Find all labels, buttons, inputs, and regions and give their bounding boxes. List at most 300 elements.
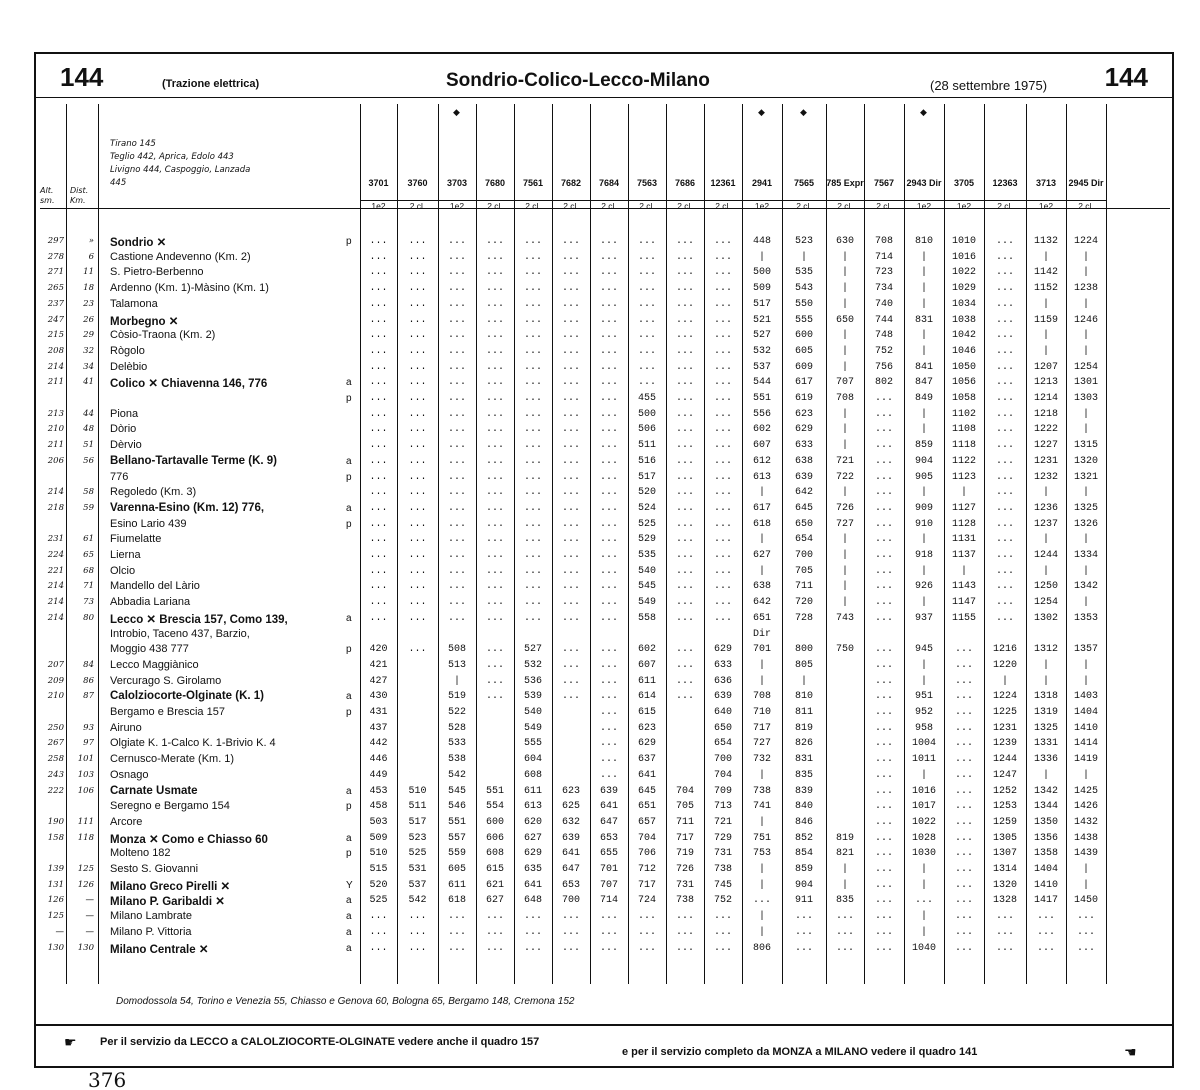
time-cell: 430 (369, 691, 388, 703)
time-cell: 1357 (1073, 644, 1098, 656)
time-cell: ... (447, 518, 466, 530)
time-cell: 1342 (1033, 785, 1058, 797)
time-cell: | (1042, 330, 1049, 342)
time-cell: 617 (752, 502, 771, 514)
time-cell: 1132 (1033, 236, 1058, 247)
time-cell: ... (675, 942, 694, 954)
train-class: 1e2 (1026, 200, 1066, 211)
time-cell: 738 (675, 895, 694, 907)
time-cell: 717 (752, 722, 771, 734)
time-cell: | (841, 330, 848, 342)
time-cell: 835 (794, 769, 813, 781)
train-class: 1e2 (742, 200, 782, 211)
time-cell: ... (713, 377, 732, 389)
time-cell: ... (369, 597, 388, 609)
arr-dep-flag: a (346, 926, 352, 938)
time-cell: 811 (794, 707, 813, 718)
time-cell: 532 (752, 345, 771, 357)
station-name: Dòrio (110, 423, 137, 436)
time-cell: ... (713, 926, 732, 938)
time-cell: ... (713, 471, 732, 483)
time-cell: 751 (752, 832, 771, 844)
time-cell: 1425 (1073, 785, 1098, 797)
time-cell: ... (995, 518, 1014, 530)
station-name: Regoledo (Km. 3) (110, 486, 197, 499)
time-cell: | (1042, 487, 1049, 499)
time-cell: 726 (675, 864, 694, 875)
time-cell: 717 (637, 879, 656, 891)
time-cell: ... (599, 659, 618, 671)
time-cell: ... (485, 644, 504, 656)
time-cell: 543 (794, 283, 813, 295)
time-cell: | (841, 408, 848, 420)
time-cell: 1319 (1033, 707, 1058, 718)
time-cell: 821 (835, 848, 854, 860)
time-cell: ... (637, 298, 656, 310)
time-cell: 653 (561, 879, 580, 891)
time-cell: | (1082, 298, 1089, 310)
time-cell: ... (369, 361, 388, 373)
station-name: Arcore (110, 815, 143, 828)
time-cell: 723 (874, 267, 893, 279)
time-cell: ... (995, 942, 1014, 954)
time-cell: 731 (675, 879, 694, 891)
time-cell: ... (599, 298, 618, 310)
time-cell: ... (485, 267, 504, 279)
station-name: S. Pietro-Berbenno (110, 266, 204, 279)
time-cell: 558 (637, 612, 656, 624)
time-cell: ... (599, 487, 618, 499)
time-cell: ... (408, 330, 427, 342)
time-cell: 859 (914, 440, 933, 452)
time-cell: | (841, 298, 848, 310)
station-name: Rògolo (110, 344, 145, 357)
time-cell: 618 (752, 518, 771, 530)
time-cell: ... (954, 832, 973, 844)
time-cell: 1438 (1073, 832, 1098, 844)
time-cell: 608 (485, 848, 504, 860)
time-cell: 831 (794, 754, 813, 766)
time-cell: ... (954, 801, 973, 813)
time-cell: 719 (675, 848, 694, 860)
time-cell: ... (713, 597, 732, 609)
time-cell: 629 (794, 424, 813, 436)
altitude: 214 (47, 597, 64, 608)
time-cell: 522 (447, 707, 466, 718)
time-cell: ... (713, 518, 732, 530)
time-cell: 1155 (951, 612, 976, 624)
time-cell: ... (675, 659, 694, 671)
time-cell: ... (485, 518, 504, 530)
distance: 34 (83, 361, 94, 372)
time-cell: ... (954, 707, 973, 718)
time-cell: 540 (637, 565, 656, 577)
alt-header: Alt. sm. (40, 186, 55, 205)
time-cell: ... (408, 267, 427, 279)
time-cell: 1142 (1033, 267, 1058, 279)
time-cell: ... (369, 534, 388, 546)
train-number: 2945 Dir (1068, 178, 1104, 188)
time-cell: 1305 (992, 832, 1017, 844)
time-cell: ... (995, 911, 1014, 923)
time-cell: ... (485, 424, 504, 436)
connection-line: Tirano 145 (110, 139, 156, 149)
time-cell: 1314 (992, 864, 1017, 875)
time-cell: ... (599, 471, 618, 483)
time-cell: ... (675, 345, 694, 357)
time-cell: 810 (914, 236, 933, 247)
time-cell: ... (523, 330, 542, 342)
time-cell: ... (1036, 926, 1055, 938)
time-cell: 529 (637, 534, 656, 546)
distance: 93 (83, 722, 94, 733)
time-cell: 600 (794, 330, 813, 342)
station-name: Còsio-Traona (Km. 2) (110, 329, 216, 342)
time-cell: 516 (637, 455, 656, 467)
time-cell: 1312 (1033, 644, 1058, 656)
time-cell: ... (874, 926, 893, 938)
time-cell: 904 (914, 455, 933, 467)
time-cell: ... (874, 942, 893, 954)
time-cell: 627 (752, 550, 771, 561)
time-cell: ... (369, 330, 388, 342)
time-cell: ... (447, 330, 466, 342)
time-cell: ... (561, 675, 580, 687)
time-cell: 1231 (992, 722, 1017, 734)
time-cell: 717 (675, 832, 694, 844)
time-cell: ... (485, 251, 504, 263)
altitude: 250 (47, 722, 64, 733)
arr-dep-flag: p (346, 393, 352, 404)
time-cell: ... (485, 926, 504, 938)
time-cell: | (1082, 534, 1089, 546)
time-cell: ... (561, 534, 580, 546)
time-cell: 1042 (951, 330, 976, 342)
time-cell: | (758, 487, 765, 499)
station-name: Fiumelatte (110, 533, 162, 546)
time-cell: ... (713, 251, 732, 263)
time-cell: 738 (752, 785, 771, 797)
time-cell: ... (447, 377, 466, 389)
time-cell: ... (713, 330, 732, 342)
time-cell: ... (599, 267, 618, 279)
time-cell: 1011 (911, 754, 936, 766)
distance: 73 (83, 597, 94, 608)
time-cell: 645 (637, 785, 656, 797)
time-cell: | (1082, 597, 1089, 609)
footer-connections: Domodossola 54, Torino e Venezia 55, Chiasso e Genova 60, Bologna 65, Bergamo 148, Cremona 152 (116, 996, 575, 1007)
train-class: 2 cl. (864, 200, 904, 211)
train-class: 1e2 (904, 200, 944, 211)
time-cell: ... (637, 283, 656, 295)
time-cell: ... (408, 534, 427, 546)
time-cell: ... (675, 455, 694, 467)
time-cell: 506 (637, 424, 656, 436)
time-cell: ... (561, 283, 580, 295)
time-cell: 707 (835, 377, 854, 389)
station-name: Moggio 438 777 (110, 643, 189, 656)
time-cell: 708 (752, 691, 771, 703)
arr-dep-flag: Y (346, 879, 353, 891)
time-cell: | (920, 565, 927, 577)
time-cell: 612 (752, 455, 771, 467)
time-cell: ... (637, 361, 656, 373)
time-cell: ... (954, 879, 973, 891)
time-cell: ... (874, 565, 893, 577)
time-cell: | (800, 251, 807, 263)
time-cell: ... (874, 471, 893, 483)
time-cell: 620 (523, 816, 542, 828)
distance: 86 (83, 675, 94, 686)
time-cell: ... (523, 471, 542, 483)
time-cell: 748 (874, 330, 893, 342)
time-cell: 641 (561, 848, 580, 860)
time-cell: 621 (485, 879, 504, 891)
time-cell: ... (485, 408, 504, 420)
time-cell: ... (523, 565, 542, 577)
time-cell: ... (561, 597, 580, 609)
time-cell: ... (523, 377, 542, 389)
station-name: Castione Andevenno (Km. 2) (110, 250, 251, 263)
time-cell: ... (954, 644, 973, 656)
time-cell: ... (485, 330, 504, 342)
time-cell: ... (1076, 911, 1095, 923)
time-cell: 1147 (951, 597, 976, 609)
time-cell: 1225 (992, 707, 1017, 718)
time-cell: ... (874, 691, 893, 703)
time-cell: ... (874, 534, 893, 546)
train-number: 3703 (446, 178, 468, 188)
time-cell: 1131 (951, 534, 976, 546)
time-cell: 1220 (992, 659, 1017, 671)
time-cell: ... (599, 926, 618, 938)
station-name: Delèbio (110, 360, 148, 373)
time-cell: 1414 (1073, 738, 1098, 750)
time-cell: | (758, 864, 765, 875)
time-cell: | (1042, 769, 1049, 781)
time-cell: 653 (599, 832, 618, 844)
altitude: 139 (47, 864, 64, 874)
time-cell: 854 (794, 848, 813, 860)
time-cell: ... (485, 675, 504, 687)
station-name: Seregno e Bergamo 154 (110, 800, 230, 813)
time-cell: 511 (408, 801, 427, 813)
time-cell: 635 (523, 864, 542, 875)
time-cell: 542 (408, 895, 427, 907)
altitude: 214 (47, 581, 64, 592)
time-cell: ... (675, 581, 694, 593)
time-cell: ... (447, 926, 466, 938)
time-cell: 533 (447, 738, 466, 750)
time-cell: 859 (794, 864, 813, 875)
time-cell: 551 (752, 393, 771, 404)
time-cell: ... (408, 314, 427, 326)
time-cell: ... (995, 597, 1014, 609)
connection-line: Teglio 442, Aprica, Edolo 443 (110, 152, 234, 162)
time-cell: ... (485, 502, 504, 514)
time-cell: ... (561, 377, 580, 389)
time-cell: 1152 (1033, 283, 1058, 295)
time-cell: 1022 (911, 816, 936, 828)
time-cell: ... (713, 267, 732, 279)
time-cell: 537 (408, 879, 427, 891)
distance: 32 (83, 345, 94, 356)
time-cell: ... (561, 361, 580, 373)
time-cell: ... (408, 298, 427, 310)
time-cell: 520 (369, 879, 388, 891)
time-cell: 835 (835, 895, 854, 907)
time-cell: 712 (637, 864, 656, 875)
time-cell: ... (523, 424, 542, 436)
time-cell: ... (599, 393, 618, 404)
time-cell: 632 (561, 816, 580, 828)
time-cell: 1302 (1033, 612, 1058, 624)
time-cell: | (1082, 864, 1089, 875)
time-cell: 1004 (911, 738, 936, 750)
altitude: 126 (47, 895, 64, 906)
time-cell: ... (369, 502, 388, 514)
time-cell: 1254 (1033, 597, 1058, 609)
time-cell: | (841, 565, 848, 577)
time-cell: 810 (794, 691, 813, 703)
time-cell: ... (561, 345, 580, 357)
time-cell: ... (675, 251, 694, 263)
time-cell: ... (995, 612, 1014, 624)
time-cell: ... (523, 361, 542, 373)
altitude: 210 (47, 424, 64, 435)
time-cell: 714 (874, 251, 893, 263)
time-cell: 623 (561, 785, 580, 797)
time-cell: ... (408, 408, 427, 420)
time-cell: ... (599, 251, 618, 263)
time-cell: ... (675, 377, 694, 389)
time-cell: 707 (599, 879, 618, 891)
time-cell: ... (995, 314, 1014, 326)
time-cell: 1118 (951, 440, 976, 452)
time-cell: ... (447, 911, 466, 923)
timetable-frame (34, 52, 1174, 1068)
time-cell: ... (995, 550, 1014, 561)
time-cell: ... (874, 675, 893, 687)
time-cell: ... (874, 393, 893, 404)
time-cell: 926 (914, 581, 933, 593)
arr-dep-flag: a (346, 612, 352, 624)
time-cell: 611 (523, 785, 542, 797)
note-line-1: Per il servizio da LECCO a CALOLZIOCORTE-OLGINATE vedere anche il quadro 157 (100, 1036, 540, 1048)
time-cell: ... (523, 502, 542, 514)
distance: 48 (83, 424, 94, 435)
time-cell: 650 (835, 314, 854, 326)
time-cell: ... (408, 911, 427, 923)
time-cell: 517 (637, 471, 656, 483)
time-cell: ... (523, 298, 542, 310)
time-cell: ... (995, 267, 1014, 279)
time-cell: ... (675, 361, 694, 373)
time-cell: ... (599, 565, 618, 577)
time-cell: 427 (369, 675, 388, 687)
time-cell: ... (485, 377, 504, 389)
time-cell: ... (599, 283, 618, 295)
time-cell: 523 (794, 236, 813, 247)
time-cell: ... (1076, 926, 1095, 938)
time-cell: ... (447, 408, 466, 420)
time-cell: 508 (447, 644, 466, 656)
train-number: 2941 (751, 178, 773, 188)
time-cell: | (841, 550, 848, 561)
time-cell: 513 (447, 659, 466, 671)
train-class: 2 cl. (782, 200, 826, 211)
time-cell: 1238 (1073, 283, 1098, 295)
time-cell: 531 (408, 864, 427, 875)
time-cell: ... (914, 895, 933, 907)
distance: 56 (83, 455, 94, 466)
time-cell: ... (599, 534, 618, 546)
time-cell: 728 (794, 612, 813, 624)
time-cell: ... (408, 361, 427, 373)
time-cell: 1247 (992, 769, 1017, 781)
altitude: — (55, 926, 64, 937)
time-cell: | (841, 267, 848, 279)
time-cell: ... (713, 393, 732, 404)
time-cell: ... (523, 314, 542, 326)
time-cell: 639 (713, 691, 732, 703)
time-cell: ... (995, 534, 1014, 546)
table-title: Sondrio-Colico-Lecco-Milano (446, 70, 710, 91)
train-number: 7561 (522, 178, 544, 188)
time-cell: ... (599, 236, 618, 247)
time-cell: ... (408, 251, 427, 263)
time-cell: ... (523, 612, 542, 624)
time-cell: ... (447, 298, 466, 310)
time-cell: ... (675, 471, 694, 483)
time-cell: 1016 (951, 251, 976, 263)
time-cell: ... (447, 393, 466, 404)
distance: 11 (83, 267, 94, 278)
time-cell: | (920, 251, 927, 263)
time-cell: ... (713, 408, 732, 420)
train-number: 12361 (710, 178, 736, 188)
time-cell: 700 (561, 895, 580, 907)
time-cell: ... (369, 440, 388, 452)
time-cell: ... (408, 644, 427, 656)
train-number: 7684 (598, 178, 620, 188)
time-cell: 1315 (1073, 440, 1098, 452)
time-cell: | (1042, 345, 1049, 357)
time-cell: 517 (752, 298, 771, 310)
time-cell: ... (561, 691, 580, 703)
time-cell: 937 (914, 612, 933, 624)
time-cell: 636 (713, 675, 732, 687)
time-cell: 600 (485, 816, 504, 828)
station-name: Bergamo e Brescia 157 (110, 706, 225, 718)
time-cell: ... (995, 581, 1014, 593)
time-cell: ... (408, 283, 427, 295)
time-cell: | (1042, 565, 1049, 577)
time-cell: ... (752, 895, 771, 907)
time-cell: 613 (523, 801, 542, 813)
time-cell: ... (713, 361, 732, 373)
time-cell: 1128 (951, 518, 976, 530)
time-cell: 607 (752, 440, 771, 452)
time-cell: 639 (561, 832, 580, 844)
time-cell: 846 (794, 816, 813, 828)
time-cell: ... (485, 691, 504, 703)
time-cell: 611 (447, 879, 466, 891)
time-cell: 619 (794, 393, 813, 404)
time-cell: 726 (835, 502, 854, 514)
train-number: 3705 (953, 178, 975, 188)
time-cell: 1253 (992, 801, 1017, 813)
